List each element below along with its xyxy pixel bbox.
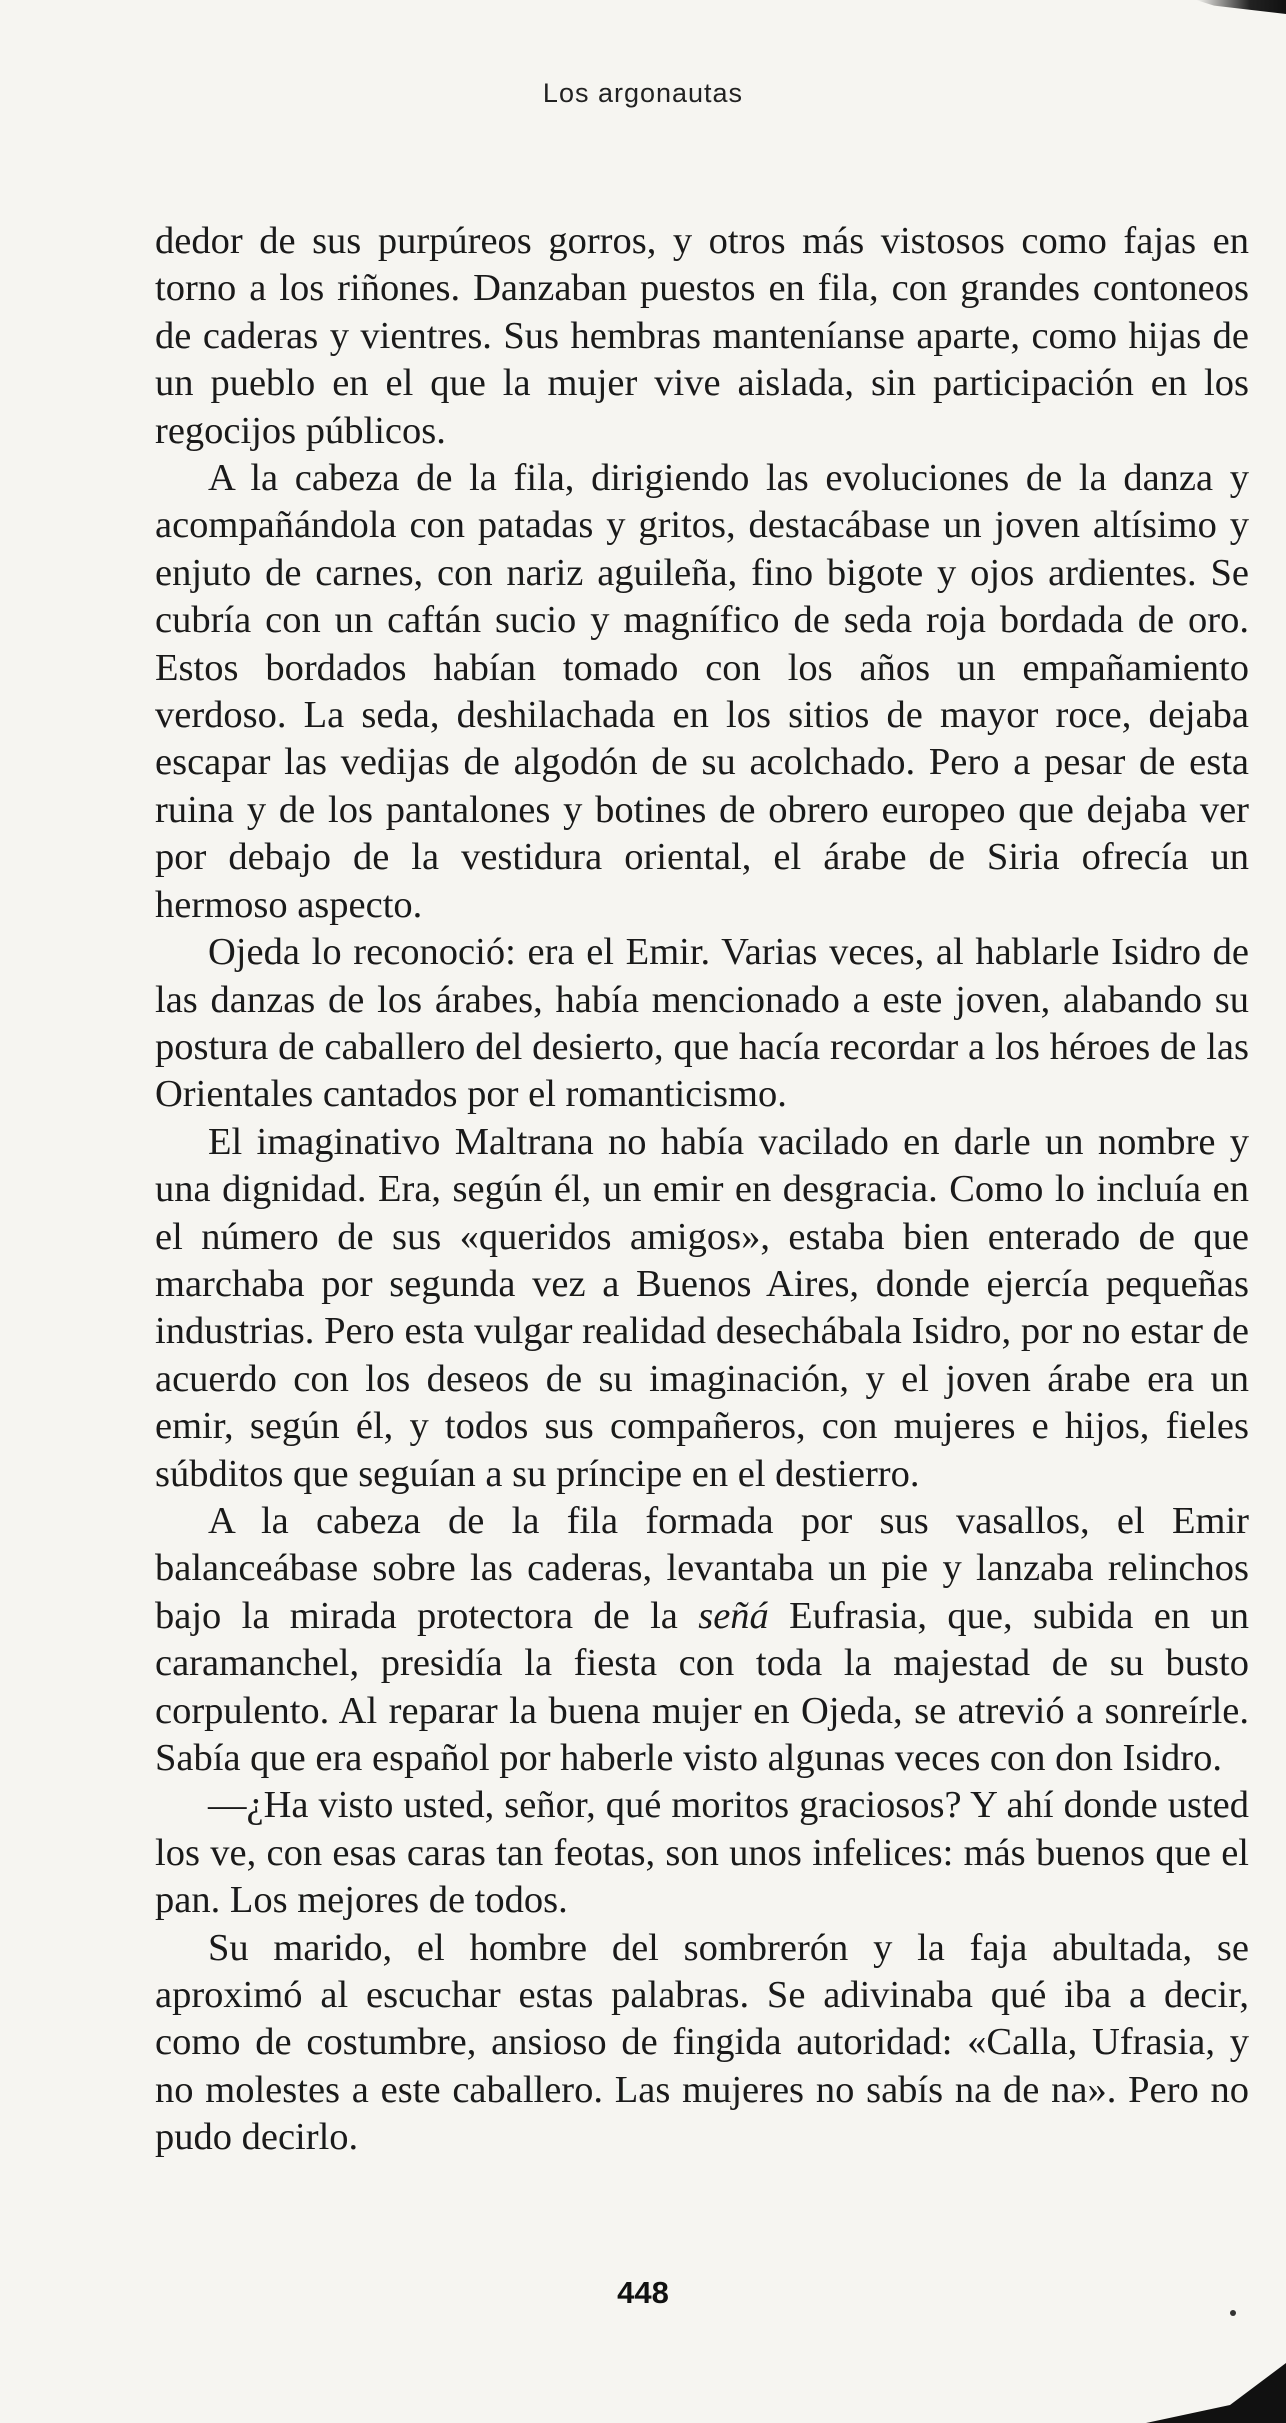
page-number: 448 bbox=[617, 2275, 669, 2310]
paragraph-5-part-2: Eufrasia, que, subida en un caramanchel, presidía la fiesta con toda la majestad de su busto corpulento. Al reparar la buena mujer en Ojeda, se atrevió a sonreírle. Sabía que era español por haberle visto algunas veces con don Isidro. bbox=[155, 1594, 1249, 1779]
paragraph-3: Ojeda lo reconoció: era el Emir. Varias veces, al hablarle Isidro de las danzas de los árabes, había mencionado a este joven, alabando su postura de caballero del desierto, que hacía recordar a los héroes de las Orientales cantados por el romanticismo. bbox=[155, 931, 1249, 1116]
scan-corner-mark bbox=[1146, 2363, 1286, 2423]
body-text bbox=[155, 218, 1249, 2162]
paragraph-6: —¿Ha visto usted, señor, qué moritos graciosos? Y ahí donde usted los ve, con esas caras tan feotas, son unos infelices: más buenos que el pan. Los mejores de todos. bbox=[155, 1784, 1249, 1922]
paragraph-7: Su marido, el hombre del sombrerón y la faja abultada, se aproximó al escuchar estas palabras. Se adivinaba qué iba a decir, como de costumbre, ansioso de fingida autoridad: «Calla, Ufrasia, y no molestes a este caballero. Las mujeres no sabís na de na». Pero no pudo decirlo. bbox=[155, 1926, 1249, 2159]
paragraph-1: dedor de sus purpúreos gorros, y otros más vistosos como fajas en torno a los riñones. Danzaban puestos en fila, con grandes contoneos de caderas y vientres. Sus hembras manteníanse aparte, como hijas de un pueblo en el que la mujer vive aislada, sin participación en los regocijos públicos. bbox=[155, 220, 1249, 452]
scan-edge-mark bbox=[1196, 0, 1286, 14]
paragraph-5-part-1: A la cabeza de la fila formada por sus vasallos, el Emir balanceábase sobre las caderas, levantaba un pie y lanzaba relinchos bajo la mirada protectora de la bbox=[155, 1499, 1249, 1637]
scan-speck bbox=[1230, 2310, 1236, 2316]
paragraph-5 bbox=[155, 1498, 1249, 1782]
paragraph-4: El imaginativo Maltrana no había vacilado en darle un nombre y una dignidad. Era, según él, un emir en desgracia. Como lo incluía en el número de sus «queridos amigos», estaba bien enterado de que marchaba por segunda vez a Buenos Aires, donde ejercía pequeñas industrias. Pero esta vulgar realidad desechábala Isidro, por no estar de acuerdo con los deseos de su imaginación, y el joven árabe era un emir, según él, y todos sus compañeros, con mujeres e hijos, fieles súbditos que seguían a su príncipe en el destierro. bbox=[155, 1120, 1249, 1495]
paragraph-5-italic: señá bbox=[698, 1594, 769, 1637]
running-title: Los argonautas bbox=[542, 78, 744, 108]
paragraph-2: A la cabeza de la fila, dirigiendo las evoluciones de la danza y acompañándola con patadas y gritos, destacábase un joven altísimo y enjuto de carnes, con nariz aguileña, fino bigote y ojos ardientes. Se cubría con un caftán sucio y magnífico de seda roja bordada de oro. Estos bordados habían tomado con los años un empañamiento verdoso. La seda, deshilachada en los sitios de mayor roce, dejaba escapar las vedijas de algodón de su acolchado. Pero a pesar de esta ruina y de los pantalones y botines de obrero europeo que dejaba ver por debajo de la vestidura oriental, el árabe de Siria ofrecía un hermoso aspecto. bbox=[155, 457, 1249, 926]
